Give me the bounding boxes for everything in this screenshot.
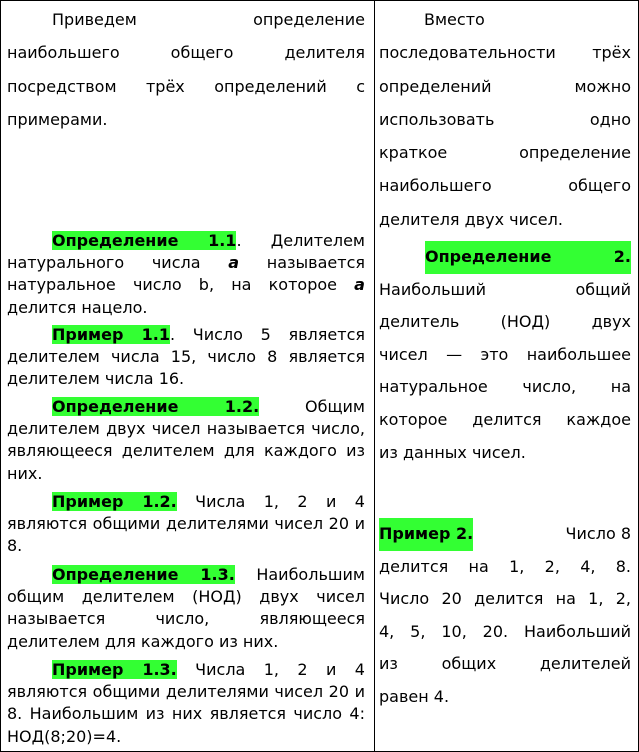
example-1-3 — [7, 659, 365, 748]
right-intro-line: последовательности трёх — [379, 43, 631, 63]
right-intro-line: наибольшего общего — [379, 176, 631, 196]
example-2-line: 4, 5, 10, 20. Наибольший — [379, 621, 631, 641]
left-intro-line: наибольшего общего делителя — [7, 43, 365, 63]
definition-2-heading — [379, 241, 631, 274]
definition-text: Общим делителем двух чисел называется число, являющееся делителем для каждого из них. — [7, 397, 365, 483]
column-divider — [374, 0, 375, 752]
left-intro-line: Приведем определение — [52, 10, 365, 29]
example-text: Числа 1, 2 и 4 являются общими делителями чисел 20 и 8. Наибольшим из них является число 4: НОД(8;20)=4. — [7, 660, 365, 746]
right-intro — [379, 3, 631, 236]
definition-2-line: натуральное число, на — [379, 377, 631, 397]
example-1-1 — [7, 324, 365, 391]
definition-text: . Делителем натурального числа a называется натуральное число b, на которое a делится нацело. — [7, 231, 365, 317]
right-intro-line: делителя двух чисел. — [379, 209, 563, 229]
right-intro-line: определений можно — [379, 76, 631, 96]
definition-2-line: Наибольший общий — [379, 279, 631, 299]
definition-1-1 — [7, 230, 365, 319]
definition-text: Наибольшим общим делителем (НОД) двух чисел называется число, являющееся делителем для каждого из них. — [7, 565, 365, 651]
definition-1-3 — [7, 564, 365, 653]
example-2 — [379, 518, 631, 714]
left-intro-line: посредством трёх определений с — [7, 76, 365, 96]
example-label: Пример 1.3. — [52, 660, 177, 679]
example-2-line: из общих делителей — [379, 654, 631, 674]
right-intro-line: Вместо — [424, 10, 485, 29]
definition-2 — [379, 241, 631, 469]
left-intro — [7, 3, 365, 136]
example-2-line: равен 4. — [379, 686, 450, 706]
definition-2-line: чисел — это наибольшее — [379, 344, 631, 364]
definition-label: Определение 2. — [425, 241, 631, 274]
definition-2-line: делитель (НОД) двух — [379, 312, 631, 332]
example-label: Пример 1.1 — [52, 325, 170, 344]
example-text: . Число 5 является делителем числа 15, число 8 является делителем числа 16. — [7, 325, 365, 389]
example-1-2 — [7, 491, 365, 558]
definition-1-2 — [7, 396, 365, 485]
example-2-line: делится на 1, 2, 4, 8. — [379, 556, 631, 576]
definition-2-line: которое делится каждое — [379, 409, 631, 429]
right-intro-line: краткое определение — [379, 143, 631, 163]
definition-label: Определение 1.2. — [52, 397, 260, 416]
math-variable: a — [354, 275, 365, 295]
left-intro-line: примерами. — [7, 109, 108, 129]
example-2-heading — [379, 518, 631, 551]
definition-label: Определение 1.1 — [52, 231, 237, 250]
math-variable: a — [228, 253, 240, 273]
right-intro-line: использовать одно — [379, 109, 631, 129]
definition-2-line: из данных чисел. — [379, 442, 526, 462]
example-2-first: Число 8 — [565, 524, 631, 543]
example-text: Числа 1, 2 и 4 являются общими делителями чисел 20 и 8. — [7, 492, 365, 556]
example-label: Пример 1.2. — [52, 492, 177, 511]
definition-label: Определение 1.3. — [52, 565, 235, 584]
example-2-line: Число 20 делится на 1, 2, — [379, 589, 631, 609]
example-label: Пример 2. — [379, 518, 473, 551]
